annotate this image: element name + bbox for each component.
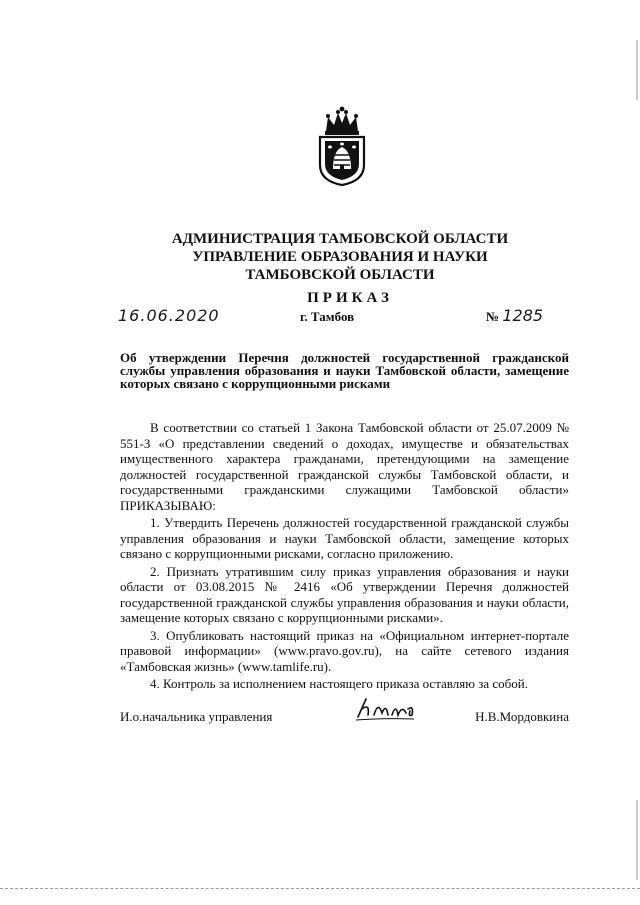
- handwritten-date: 16.06.2020: [118, 306, 220, 325]
- signer-name: Н.В.Мордовкина: [475, 709, 569, 724]
- handwritten-number: 1285: [502, 306, 544, 325]
- item-1-paragraph: 1. Утвердить Перечень должностей государственной гражданской службы управления образования и науки Тамбовской области, замещение которых связано с коррупционными рисками, согласно приложению.: [120, 515, 569, 561]
- order-subject: Об утверждении Перечня должностей государственной гражданской службы управления образования и науки Тамбовской области, замещение которых связано с коррупционными рисками: [120, 350, 569, 391]
- number-sign: №: [486, 309, 500, 324]
- org-line-3: ТАМБОВСКОЙ ОБЛАСТИ: [245, 267, 435, 283]
- organization-header: [150, 230, 530, 284]
- org-line-1: АДМИНИСТРАЦИЯ ТАМБОВСКОЙ ОБЛАСТИ: [171, 231, 509, 247]
- scan-edge-mark: [636, 800, 638, 880]
- order-number: [486, 306, 543, 325]
- handwritten-signature: [352, 695, 422, 723]
- org-line-2: УПРАВЛЕНИЕ ОБРАЗОВАНИЯ И НАУКИ: [192, 249, 488, 265]
- scan-edge-mark: [636, 40, 638, 100]
- item-3-paragraph: 3. Опубликовать настоящий приказ на «Официальном интернет-портале правовой информации» (www.pravo.gov.ru), на сайте сетевого издания «Тамбовская жизнь» (www.tamlife.ru).: [120, 627, 569, 674]
- preamble-paragraph: В соответствии со статьей 1 Закона Тамбовской области от 25.07.2009 № 551-З «О представлении сведений о доходах, имуществе и обязательствах имущественного характера гражданами, претендующими на замещение должностей государственной гражданской службы Тамбовской области, и государственными гражданскими служащими Тамбовской области» ПРИКАЗЫВАЮ:: [120, 420, 569, 513]
- item-4-paragraph: 4. Контроль за исполнением настоящего приказа оставляю за собой.: [150, 676, 528, 691]
- order-body: [120, 420, 569, 692]
- coat-of-arms-icon: [314, 105, 370, 187]
- document-type-title: ПРИКАЗ: [307, 290, 393, 306]
- scan-dashed-line: [0, 888, 640, 890]
- city: г. Тамбов: [300, 309, 355, 324]
- signature-block: [120, 695, 569, 725]
- signer-role: И.о.начальника управления: [120, 709, 273, 724]
- item-2-paragraph: 2. Признать утратившим силу приказ управления образования и науки области от 03.08.2015 № 2416 «Об утверждении Перечня должностей государственной гражданской службы управления образования и науки области, замещение которых связано с коррупционными рисками».: [120, 563, 569, 625]
